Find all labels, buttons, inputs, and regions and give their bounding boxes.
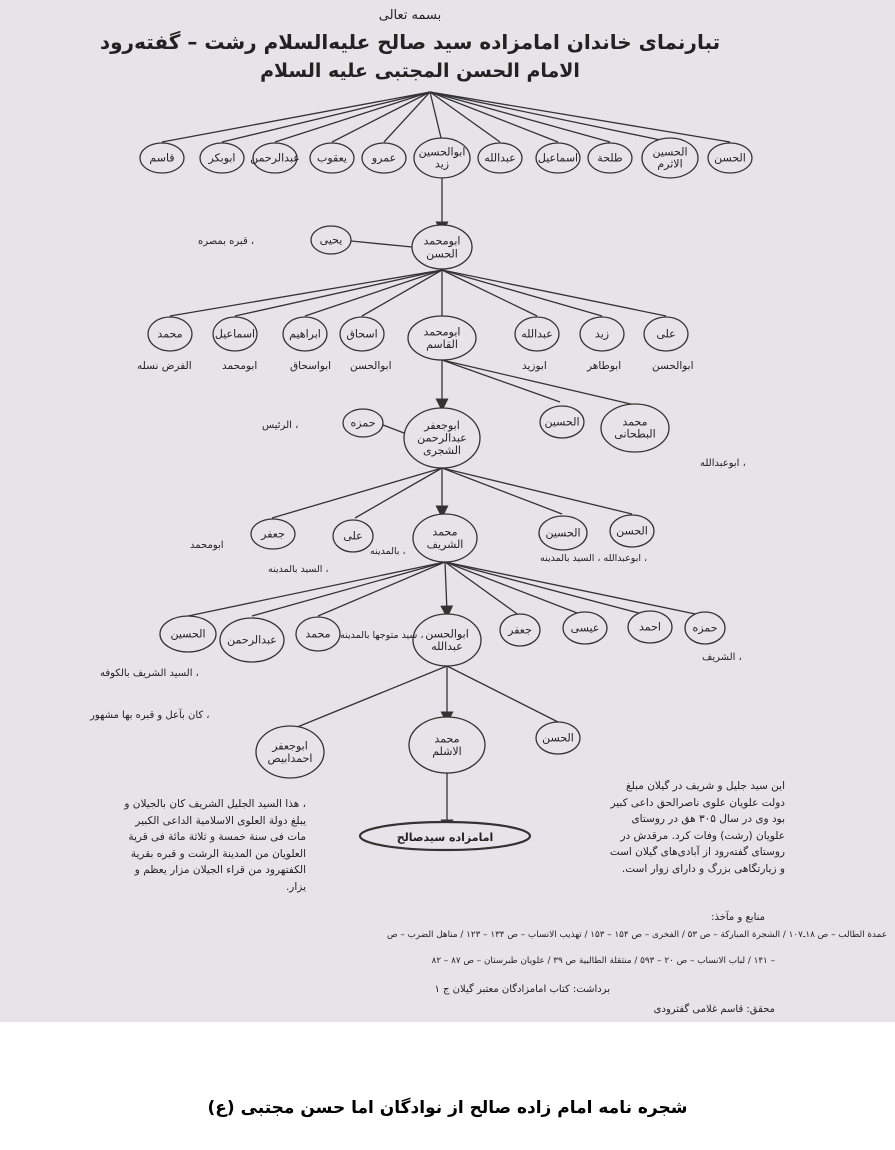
- tree-edge: [355, 468, 442, 518]
- node-label: اسماعیل: [214, 327, 256, 341]
- node-label: محمد: [432, 525, 458, 539]
- person-node-abumuhammad-hasan: [412, 225, 472, 269]
- tree-edge: [430, 92, 730, 142]
- person-node: [148, 317, 192, 351]
- node-label: علی: [343, 529, 363, 543]
- kunya-label: الفرض نسله: [137, 360, 192, 372]
- sources-line-1: عمدة الطالب – ص ۱۸ـ۱۰۷ / الشجرة المبارکة – ص ۵۳ / الفخری – ص ۱۵۴ – ۱۵۳ / تهذیب الانساب – ص ۱۳۴ – ۱۲۳ / مناهل الضرب – ص: [386, 930, 887, 940]
- node-label: القاسم: [426, 337, 458, 351]
- arabic-biography: [108, 796, 306, 895]
- text-line: مات فی سنة خمسة و ثلاثة مائة فی قریة: [128, 831, 306, 843]
- tree-edge: [351, 241, 412, 247]
- node-label: عیسی: [570, 621, 600, 635]
- person-node: [220, 618, 284, 662]
- text-line: این سید جلیل و شریف در گیلان مبلغ: [626, 780, 785, 792]
- text-line: و زیارتگاهی بزرگ و دارای زوار است.: [621, 862, 785, 875]
- kunya-label: ابوالحسن: [350, 360, 392, 372]
- node-label: ابوالحسن: [425, 627, 469, 641]
- person-node: [362, 143, 406, 173]
- kunya-note: ابومحمد: [190, 540, 224, 551]
- tree-edge: [272, 468, 442, 518]
- node-label: عبدالله: [431, 639, 463, 653]
- person-node: [283, 317, 327, 351]
- node-label: عبدالله: [484, 151, 516, 165]
- node-label: ابوالحسین: [418, 145, 466, 159]
- person-node: [311, 226, 351, 254]
- person-node: [140, 143, 184, 173]
- node-label: طلحة: [597, 151, 623, 165]
- node-label: عبدالله: [521, 327, 553, 341]
- persian-biography: [570, 778, 785, 877]
- node-label: البطحانی: [614, 427, 656, 441]
- person-node: [409, 717, 485, 773]
- person-node: [644, 317, 688, 351]
- text-line: علویان (رشت) وفات کرد. مرقدش در: [620, 829, 785, 842]
- chart-title: تبارنمای خاندان امامزاده سید صالح علیه‌السلام رشت – گفته‌رود: [99, 30, 721, 54]
- person-node: [251, 519, 295, 549]
- node-label: الحسن: [426, 247, 458, 261]
- tree-edge: [318, 562, 445, 616]
- tree-edge: [332, 92, 430, 142]
- node-label: علی: [656, 327, 676, 341]
- person-node: [515, 317, 559, 351]
- node-label: محمد: [434, 732, 460, 746]
- node-label: احمد: [639, 620, 661, 634]
- node-label: عبدالرحمن: [417, 431, 467, 445]
- person-node: [213, 317, 257, 351]
- image-caption: شجره نامه امام زاده صالح از نوادگان اما حسن مجتبی (ع): [207, 1098, 688, 1118]
- node-label: زید: [594, 327, 610, 341]
- node-label: اسحاق: [346, 327, 378, 341]
- person-node: [708, 143, 752, 173]
- person-node: [340, 317, 384, 351]
- tree-edge: [235, 270, 442, 316]
- person-node: [404, 408, 480, 468]
- tree-edge: [430, 92, 558, 142]
- tree-edge: [442, 270, 666, 316]
- node-label: حمزه: [692, 621, 718, 635]
- tree-edge: [447, 666, 558, 722]
- tree-edge: [445, 562, 447, 612]
- person-node: [310, 143, 354, 173]
- node-label: الحسین: [545, 526, 581, 540]
- person-node: [540, 406, 584, 438]
- sources-heading: منابع و مآخذ:: [711, 912, 765, 923]
- node-label: حمزه: [350, 416, 376, 430]
- person-node: [539, 516, 587, 550]
- sources-line-2: – ۱۴۱ / لباب الانساب – ص ۲۰ – ۵۹۳ / منتقلة الطالبیة ص ۳۹ / علویان طبرستان – ص ۸۷ – ۸۲: [431, 956, 775, 966]
- node-label: ابومحمد: [423, 325, 461, 339]
- node-label: الاثرم: [657, 157, 683, 171]
- person-node: [536, 143, 580, 173]
- person-node: [478, 143, 522, 173]
- location-note: ، سید متوجها بالمدینه: [340, 630, 424, 641]
- basmala: بسمه تعالی: [378, 8, 442, 23]
- node-label: الحسن: [714, 151, 746, 165]
- location-note: ، ابوعبدالله ، السید بالمدینه: [540, 553, 648, 564]
- person-node: [343, 409, 383, 437]
- person-node: [408, 316, 476, 360]
- kunya-label: ابوزید: [522, 360, 547, 372]
- person-node: [296, 617, 340, 651]
- tree-edge: [162, 92, 430, 142]
- node-label: الحسن: [616, 524, 648, 538]
- person-node: [414, 138, 470, 178]
- text-line: ، هذا السید الجلیل الشریف کان بالجیلان و: [124, 798, 306, 810]
- person-node: [500, 614, 540, 646]
- node-label: الحسین: [652, 145, 688, 159]
- node-label: الحسین: [170, 627, 206, 641]
- kunya-label: ابواسحاق: [290, 360, 332, 372]
- node-label: ابوجعفر: [424, 419, 460, 433]
- node-label: عبدالرحمن: [250, 151, 300, 165]
- text-line: الکفتهرود من قراء الجیلان مزار یعظم و: [134, 864, 306, 876]
- tree-edge: [290, 666, 447, 730]
- person-node: [563, 612, 607, 644]
- person-node: [610, 515, 654, 547]
- node-label: عبدالرحمن: [227, 633, 277, 647]
- person-node: [333, 520, 373, 552]
- text-line: العلویان من المدینة الرشت و قبره بقریة: [130, 847, 306, 860]
- kunya-label: ابوالحسن: [652, 360, 694, 372]
- kunya-label: ابوطاهر: [587, 360, 622, 372]
- location-note: ، السید الشریف بالکوفه: [100, 668, 199, 679]
- sources-origin: برداشت: کتاب امامزادگان معتبر گیلان ج ۱: [434, 984, 610, 995]
- node-label: محمد: [622, 415, 648, 429]
- person-node: [642, 138, 698, 178]
- person-node: [580, 317, 624, 351]
- node-label: ابراهیم: [289, 327, 321, 341]
- person-node: [200, 143, 244, 173]
- node-label: احمدابیص: [267, 751, 313, 765]
- person-node: [413, 514, 477, 562]
- person-node: [588, 143, 632, 173]
- person-node: [160, 616, 216, 652]
- node-label: یحیی: [319, 233, 343, 247]
- tree-edge: [383, 425, 404, 433]
- node-label: قاسم: [149, 151, 175, 165]
- node-label: جعفر: [508, 623, 532, 637]
- person-node: [536, 722, 580, 754]
- node-label: زید: [434, 157, 450, 171]
- kunya-label: ابومحمد: [222, 360, 258, 372]
- node-label: الشجری: [422, 444, 462, 458]
- node-label: اسماعیل: [537, 151, 579, 165]
- tree-edge: [442, 468, 632, 514]
- node-label: محمد: [157, 327, 183, 341]
- text-line: بود وی در سال ۳۰۵ هق در روستای: [631, 813, 785, 825]
- title-note: ، الشریف: [702, 652, 742, 663]
- kunya-note: ، ابوعبدالله: [700, 458, 746, 469]
- node-label: ابومحمد: [423, 234, 461, 248]
- person-node: [628, 611, 672, 643]
- node-label: ابوبکر: [208, 151, 236, 165]
- node-label: الاشلم: [432, 744, 462, 758]
- node-label: الحسین: [544, 415, 580, 429]
- text-line: روستای گفته‌رود از آبادی‌های گیلان است: [609, 846, 785, 858]
- node-label: الشریف: [426, 537, 464, 551]
- grave-note: ، کان بآعل و قبره بها مشهور: [90, 710, 210, 721]
- node-label: جعفر: [261, 527, 285, 541]
- tree-edge: [222, 92, 430, 142]
- person-node: [685, 612, 725, 644]
- grave-note: ، قبره بمصره: [198, 236, 255, 247]
- tree-edge: [445, 562, 585, 616]
- node-label: الحسن: [542, 731, 574, 745]
- location-note: ، السید بالمدینه: [268, 564, 329, 575]
- person-node: [256, 726, 324, 778]
- tree-edge: [442, 468, 562, 514]
- person-node: [601, 404, 669, 452]
- sources-researcher: محقق: قاسم غلامی گفترودی: [653, 1004, 775, 1015]
- text-line: یزار.: [285, 880, 306, 893]
- location-note: ، بالمدینه: [370, 546, 406, 557]
- node-label: محمد: [305, 627, 331, 641]
- text-line: دولت علویان علوی ناصرالحق داعی کبیر: [610, 796, 785, 809]
- tree-edge: [445, 562, 650, 616]
- node-label: عمرو: [371, 151, 397, 165]
- title-note: ، الرئیس: [262, 420, 299, 431]
- tree-edge: [445, 562, 705, 616]
- text-line: یبلغ دولة العلوی الاسلامیة الداعی الکبیر: [135, 814, 306, 827]
- person-node-imamzadeh-saleh: [360, 822, 530, 850]
- node-label: امامزاده سیدصالح: [396, 830, 494, 844]
- node-label: یعقوب: [317, 151, 347, 165]
- root-ancestor: الامام الحسن المجتبی علیه السلام: [260, 60, 580, 82]
- person-node: [250, 143, 300, 173]
- node-label: ابوجعفر: [272, 739, 308, 753]
